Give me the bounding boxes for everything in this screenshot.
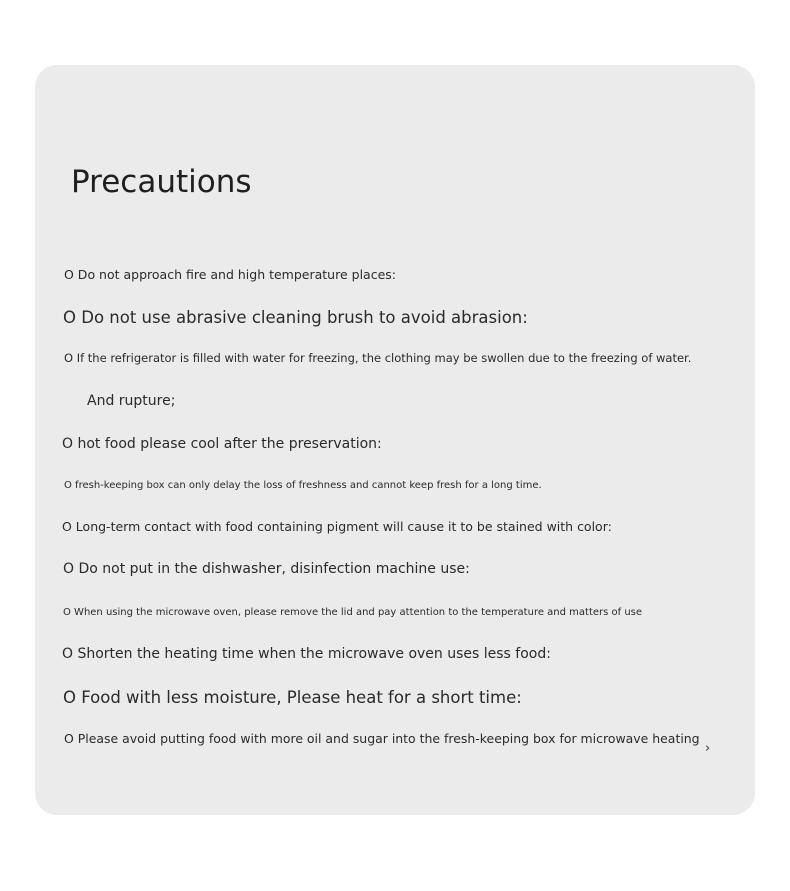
precaution-item: O Do not approach fire and high temperature places: (64, 267, 396, 282)
chevron-right-icon: › (705, 741, 711, 756)
precaution-item: O Food with less moisture, Please heat for a short time: (63, 688, 522, 707)
precaution-item: O If the refrigerator is filled with water for freezing, the clothing may be swollen due to the freezing of water. (64, 351, 692, 365)
precaution-item: O Please avoid putting food with more oil and sugar into the fresh-keeping box for microwave heating (64, 731, 700, 746)
precaution-item: O hot food please cool after the preservation: (62, 436, 382, 452)
precaution-item: O Do not use abrasive cleaning brush to avoid abrasion: (63, 308, 528, 327)
page-title: Precautions (71, 164, 252, 200)
precaution-item: O Do not put in the dishwasher, disinfection machine use: (63, 561, 470, 577)
precaution-item: O When using the microwave oven, please remove the lid and pay attention to the temperature and matters of use (63, 607, 643, 618)
precaution-item: O fresh-keeping box can only delay the loss of freshness and cannot keep fresh for a long time. (64, 480, 542, 491)
precaution-item: O Long-term contact with food containing pigment will cause it to be stained with color: (62, 519, 612, 534)
precaution-item: O Shorten the heating time when the microwave oven uses less food: (62, 646, 551, 662)
precaution-item-continuation: And rupture; (87, 393, 176, 409)
